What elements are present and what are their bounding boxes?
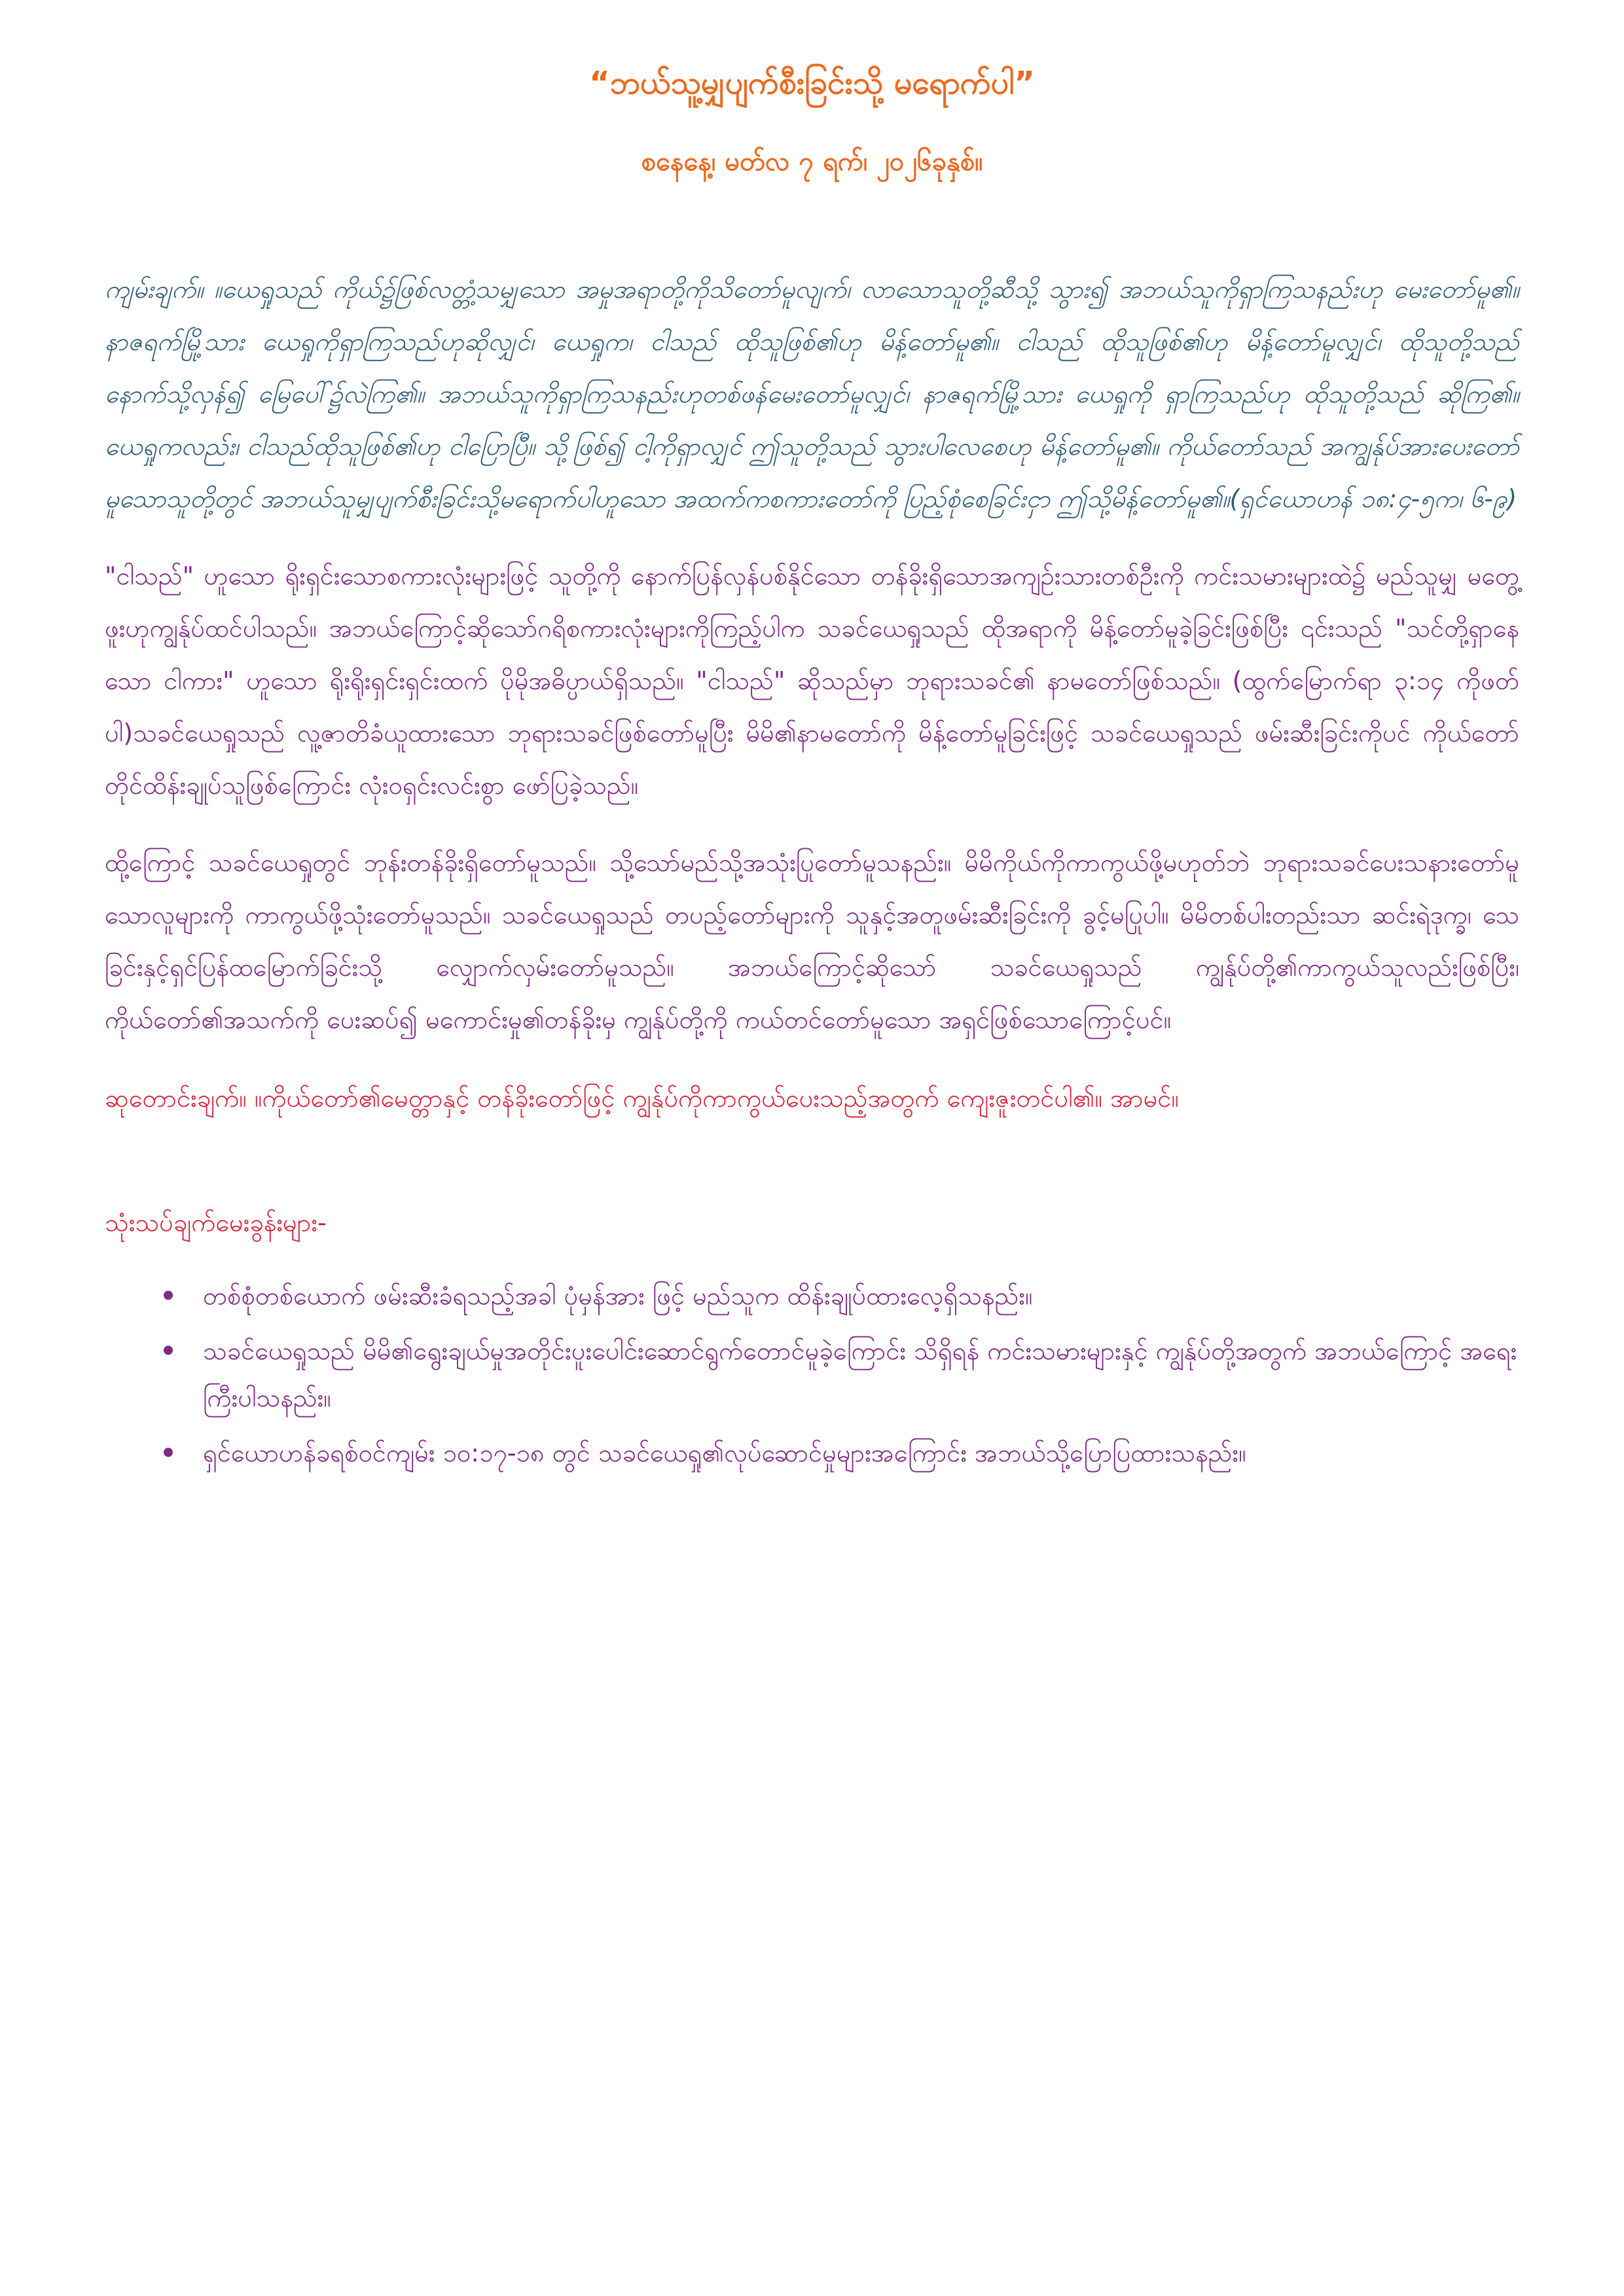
reflection-question-list xyxy=(105,1272,1519,1477)
page-title: “ဘယ်သူ့မျှပျက်စီးခြင်းသို့ မရောက်ပါ” xyxy=(589,65,1035,101)
reflection-question xyxy=(164,1327,1519,1422)
bullet-icon xyxy=(164,1291,173,1300)
scripture-passage: ကျမ်းချက်။ ။ယေရှုသည် ကိုယ်၌ဖြစ်လတ္တံ့သမျှသော အမှုအရာတို့ကိုသိတော်မူလျက်၊ လာသောသူတို့ဆီသို့ သွား၍ အဘယ်သူကိုရှာကြသနည်းဟု မေးတော်မူ၏။ နာဇရက်မြို့သား ယေရှုကိုရှာကြသည်ဟုဆိုလျှင်၊ ယေရှုက၊ ငါသည် ထိုသူဖြစ်၏ဟု မိန့်တော်မူ၏။ ငါသည် ထိုသူဖြစ်၏ဟု မိန့်တော်မူလျှင်၊ ထိုသူတို့သည် နောက်သို့လှန်၍ မြေပေါ်၌လဲကြ၏။ အဘယ်သူကိုရှာကြသနည်းဟုတစ်ဖန်မေးတော်မူလျှင်၊ နာဇရက်မြို့သား ယေရှုကို ရှာကြသည်ဟု ထိုသူတို့သည် ဆိုကြ၏။ ယေရှုကလည်း၊ ငါသည်ထိုသူဖြစ်၏ဟု ငါပြောပြီ။ သို့ဖြစ်၍ ငါ့ကိုရှာလျှင် ဤသူတို့သည် သွားပါလေစေဟု မိန့်တော်မူ၏။ ကိုယ်တော်သည် အကျွန်ုပ်အားပေးတော်မူသောသူတို့တွင် အဘယ်သူမျှပျက်စီးခြင်းသို့မရောက်ပါဟူသော အထက်ကစကားတော်ကို ပြည့်စုံစေခြင်းငှာ ဤသို့မိန့်တော်မူ၏။(ရှင်ယောဟန် ၁၈:၄-၅က၊ ၆-၉) xyxy=(105,274,1519,513)
prayer-text: ဆုတောင်းချက်။ ။ကိုယ်တော်၏မေတ္တာနှင့် တန်ခိုးတော်ဖြင့် ကျွန်ုပ်ကိုကာကွယ်ပေးသည့်အတွက် ကျေးဇူးတင်ပါ၏။ အာမင်။ xyxy=(105,1083,1179,1113)
date-line: စနေနေ့၊ မတ်လ ၇ ရက်၊ ၂၀၂၆ခုနှစ်။ xyxy=(641,146,983,177)
reflection-heading: သုံးသပ်ချက်မေးခွန်းများ- xyxy=(105,1208,327,1237)
reflection-question-text: ရှင်ယောဟန်ခရစ်ဝင်ကျမ်း ၁၀:၁၇-၁၈ တွင် သခင်ယေရှု၏လုပ်ဆောင်မှုများအကြောင်း အဘယ်သို့ပြောပြထားသနည်း။ xyxy=(203,1438,1246,1467)
body-paragraph-1: "ငါသည်" ဟူသော ရိုးရှင်းသောစကားလုံးများဖြင့် သူတို့ကို နောက်ပြန်လှန်ပစ်နိုင်သော တန်ခိုးရှိသောအကျဉ်းသားတစ်ဦးကို ကင်းသမားများထဲ၌ မည်သူမျှ မတွေ့ဖူးဟုကျွန်ုပ်ထင်ပါသည်။ အဘယ်ကြောင့်ဆိုသော်ဂရိစကားလုံးများကိုကြည့်ပါက သခင်ယေရှုသည် ထိုအရာကို မိန့်တော်မူခဲ့ခြင်းဖြစ်ပြီး ၎င်းသည် "သင်တို့ရှာနေသော ငါကား" ဟူသော ရိုးရိုးရှင်းရှင်းထက် ပိုမိုအဓိပ္ပာယ်ရှိသည်။ "ငါသည်" ဆိုသည်မှာ ဘုရားသခင်၏ နာမတော်ဖြစ်သည်။ (ထွက်မြောက်ရာ ၃:၁၄ ကိုဖတ်ပါ)သခင်ယေရှုသည် လူ့ဇာတိခံယူထားသော ဘုရားသခင်ဖြစ်တော်မူပြီး မိမိ၏နာမတော်ကို မိန့်တော်မူခြင်းဖြင့် သခင်ယေရှုသည် ဖမ်းဆီးခြင်းကိုပင် ကိုယ်တော်တိုင်ထိန်းချုပ်သူဖြစ်ကြောင်း လုံးဝရှင်းလင်းစွာ ဖော်ပြခဲ့သည်။ xyxy=(105,561,1520,800)
body-paragraph-2: ထို့ကြောင့် သခင်ယေရှုတွင် ဘုန်းတန်ခိုးရှိတော်မူသည်။ သို့သော်မည်သို့အသုံးပြုတော်မူသနည်း။ မိမိကိုယ်ကိုကာကွယ်ဖို့မဟုတ်ဘဲ ဘုရားသခင်ပေးသနားတော်မူသောလူများကို ကာကွယ်ဖို့သုံးတော်မူသည်။ သခင်ယေရှုသည် တပည့်တော်များကို သူနှင့်အတူဖမ်းဆီးခြင်းကို ခွင့်မပြုပါ။ မိမိတစ်ပါးတည်းသာ ဆင်းရဲဒုက္ခ၊ သေခြင်းနှင့်ရှင်ပြန်ထမြောက်ခြင်းသို့ လျှောက်လှမ်းတော်မူသည်။ အဘယ်ကြောင့်ဆိုသော် သခင်ယေရှုသည် ကျွန်ုပ်တို့၏ကာကွယ်သူလည်းဖြစ်ပြီး၊ ကိုယ်တော်၏အသက်ကို ပေးဆပ်၍ မကောင်းမှု၏တန်ခိုးမှ ကျွန်ုပ်တို့ကို ကယ်တင်တော်မူသော အရှင်ဖြစ်သောကြောင့်ပင်။ xyxy=(105,848,1519,1034)
bullet-icon xyxy=(164,1346,173,1355)
reflection-question xyxy=(164,1429,1519,1477)
reflection-question-text: သခင်ယေရှုသည် မိမိ၏ရွေးချယ်မှုအတိုင်းပူးပေါင်းဆောင်ရွက်တောင်မူခဲ့ကြောင်း သိရှိရန် ကင်းသမားများနှင့် ကျွန်ုပ်တို့အတွက် အဘယ်ကြောင့် အရေး ကြီးပါသနည်း။ xyxy=(203,1336,1517,1412)
reflection-question-text: တစ်စုံတစ်ယောက် ဖမ်းဆီးခံရသည့်အခါ ပုံမှန်အား ဖြင့် မည်သူက ထိန်းချုပ်ထားလေ့ရှိသနည်း။ xyxy=(203,1281,1033,1310)
bullet-icon xyxy=(164,1448,173,1457)
reflection-question xyxy=(164,1272,1519,1319)
